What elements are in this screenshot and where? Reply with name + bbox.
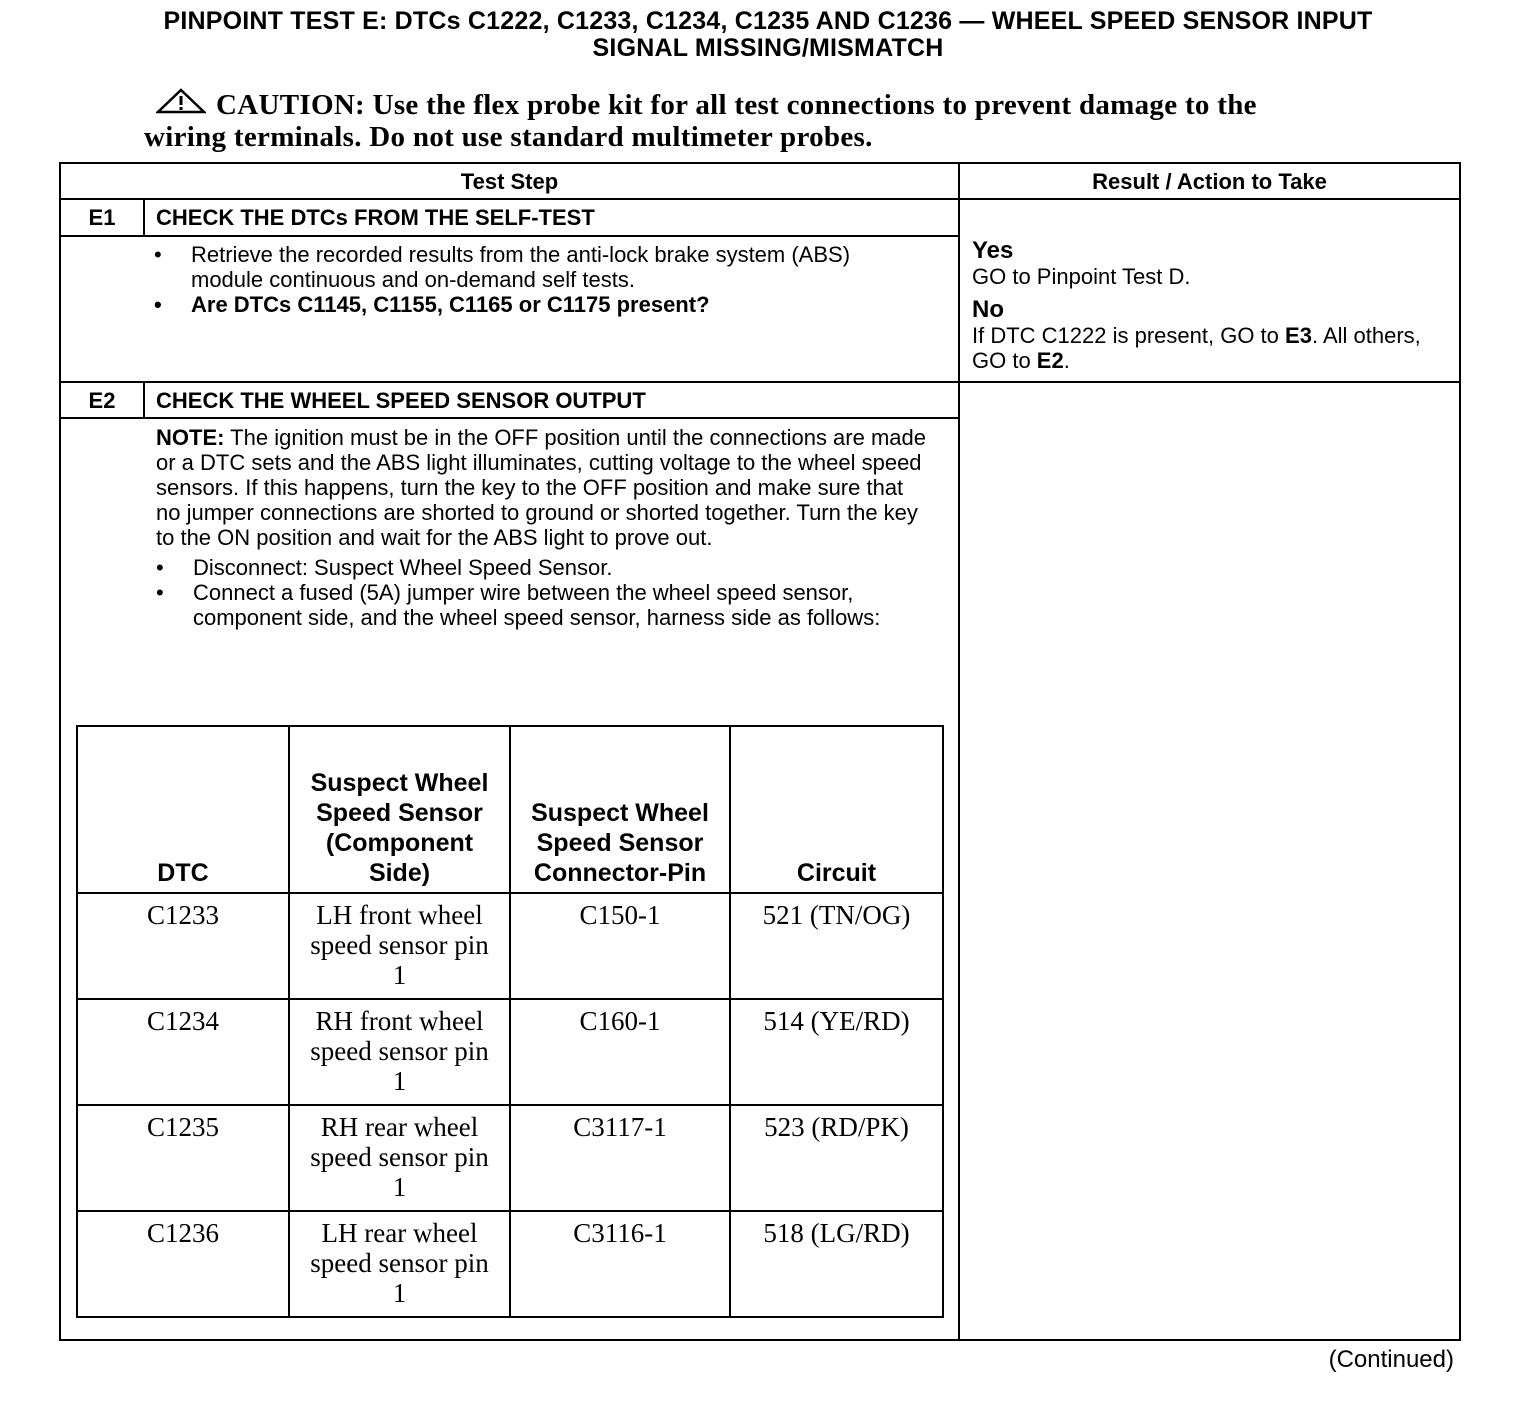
result-no-label: No <box>972 296 1004 323</box>
cell-circuit: 518 (LG/RD) <box>730 1211 943 1317</box>
cell-dtc: C1235 <box>77 1105 289 1211</box>
result-no-action <box>972 323 1442 373</box>
table-header-circuit: Circuit <box>730 726 943 893</box>
step-body-e2 <box>156 425 931 630</box>
step-ref-e2[interactable]: E2 <box>1036 348 1064 373</box>
title-line-1: PINPOINT TEST E: DTCs C1222, C1233, C1234, C1235 AND C1236 — WHEEL SPEED SENSOR INPUT <box>163 7 1373 35</box>
list-item: • Are DTCs C1145, C1155, C1165 or C1175 present? <box>154 292 914 317</box>
cell-dtc: C1233 <box>77 893 289 999</box>
step-body-e1 <box>154 242 914 317</box>
cell-sensor: LH rear wheel speed sensor pin 1 <box>289 1211 510 1317</box>
cell-sensor: LH front wheel speed sensor pin 1 <box>289 893 510 999</box>
cell-connector-pin: C3117-1 <box>510 1105 730 1211</box>
divider <box>958 164 960 1339</box>
table-row <box>77 893 943 999</box>
result-yes-action: GO to Pinpoint Test D. <box>972 264 1191 289</box>
divider <box>143 383 145 418</box>
list-item: • Connect a fused (5A) jumper wire between the wheel speed sensor, component side, and the wheel speed sensor, harness side as follows: <box>156 580 931 630</box>
step-ref-e3[interactable]: E3 <box>1285 323 1312 348</box>
table-header-component-side: Suspect Wheel Speed Sensor (Component Side) <box>289 726 510 893</box>
step-title-e1: CHECK THE DTCs FROM THE SELF-TEST <box>156 205 595 230</box>
cell-dtc: C1234 <box>77 999 289 1105</box>
column-header-result: Result / Action to Take <box>1092 169 1327 194</box>
pinpoint-test-table <box>59 162 1461 1341</box>
table-row <box>77 999 943 1105</box>
cell-connector-pin: C160-1 <box>510 999 730 1105</box>
dtc-table <box>76 725 944 1318</box>
step-id-e1: E1 <box>88 205 116 230</box>
table-row <box>77 1105 943 1211</box>
cell-connector-pin: C3116-1 <box>510 1211 730 1317</box>
list-item: • Retrieve the recorded results from the anti-lock brake system (ABS) module continuous and on-demand self tests. <box>154 242 914 292</box>
warning-triangle-icon <box>156 88 206 114</box>
table-header-connector-pin: Suspect Wheel Speed Sensor Connector-Pin <box>510 726 730 893</box>
result-e1 <box>972 238 1442 373</box>
divider <box>61 235 958 237</box>
page-title <box>30 8 1506 62</box>
note <box>156 425 931 550</box>
table-header-row <box>77 726 943 893</box>
result-no-text: If DTC C1222 is present, GO to <box>972 323 1286 348</box>
step-id-e2: E2 <box>88 388 116 413</box>
table-header-dtc: DTC <box>77 726 289 893</box>
note-text: The ignition must be in the OFF position until the connections are made or a DTC sets and the ABS light illuminates, cutting voltage to the wheel speed sensors. If this happens, turn the key to the OFF position and make sure that no jumper connections are shorted to ground or shorted together. Turn the key to the ON position and wait for the ABS light to prove out. <box>156 425 926 550</box>
cell-circuit: 514 (YE/RD) <box>730 999 943 1105</box>
list-item: • Disconnect: Suspect Wheel Speed Sensor. <box>156 555 931 580</box>
cell-sensor: RH rear wheel speed sensor pin 1 <box>289 1105 510 1211</box>
note-label: NOTE: <box>156 425 225 450</box>
result-yes-label: Yes <box>972 237 1014 264</box>
cell-circuit: 523 (RD/PK) <box>730 1105 943 1211</box>
cell-connector-pin: C150-1 <box>510 893 730 999</box>
column-header-test-step: Test Step <box>460 169 559 194</box>
caution-label: CAUTION: <box>216 89 366 121</box>
caution-text-line-1: Use the flex probe kit for all test connections to prevent damage to the <box>372 89 1257 121</box>
step-title-e2: CHECK THE WHEEL SPEED SENSOR OUTPUT <box>156 388 646 413</box>
caution-text-line-2: wiring terminals. Do not use standard multimeter probes. <box>144 121 873 153</box>
title-line-2: SIGNAL MISSING/MISMATCH <box>592 34 944 62</box>
divider <box>143 200 145 236</box>
continued-label: (Continued) <box>1328 1346 1454 1373</box>
caution-block <box>144 88 1384 153</box>
table-row <box>77 1211 943 1317</box>
result-no-text: . <box>1063 348 1070 373</box>
cell-circuit: 521 (TN/OG) <box>730 893 943 999</box>
result-no-text: . All others, GO to <box>972 323 1421 373</box>
cell-dtc: C1236 <box>77 1211 289 1317</box>
cell-sensor: RH front wheel speed sensor pin 1 <box>289 999 510 1105</box>
